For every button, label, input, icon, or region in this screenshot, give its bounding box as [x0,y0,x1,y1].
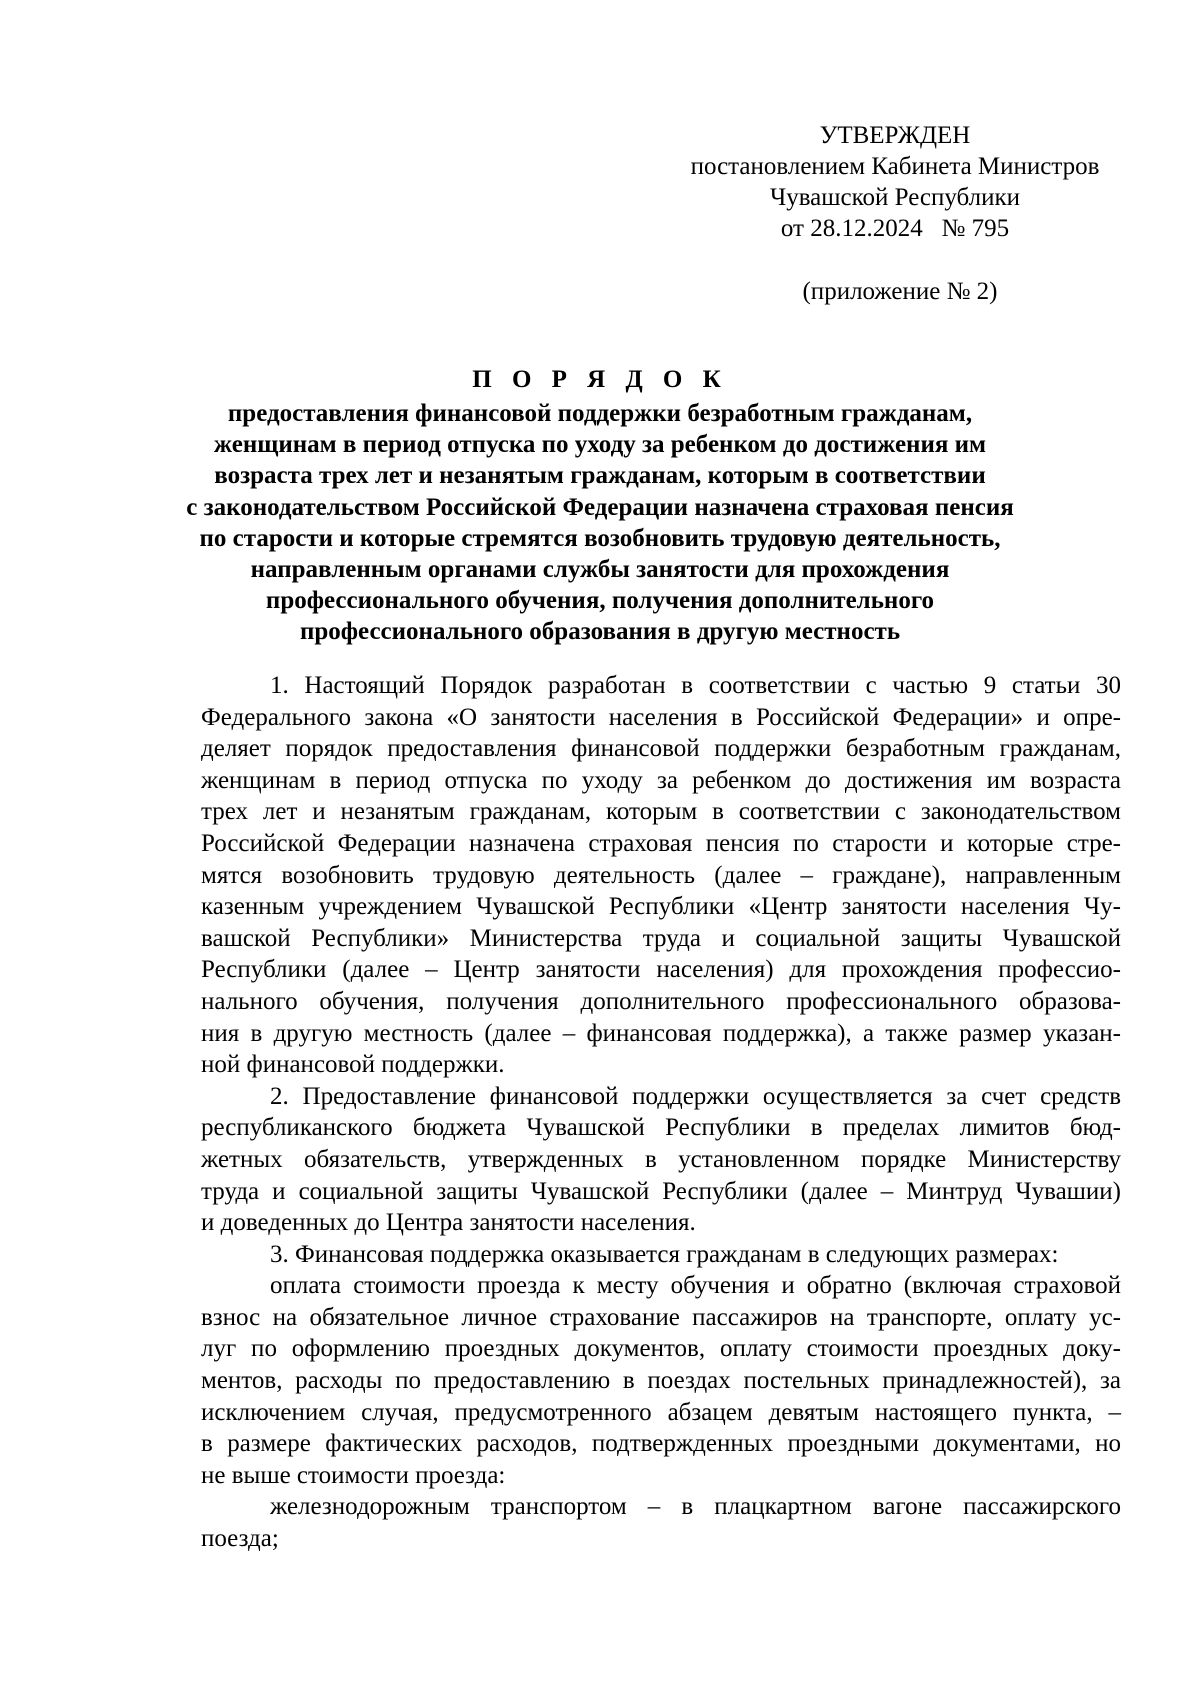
body-line: луг по оформлению проездных документов, оплату стоимости проездных доку- [201,1335,1121,1363]
subtitle-line: женщинам в период отпуска по уходу за ребенком до достижения им [213,431,987,459]
body-line: поезда; [201,1525,279,1553]
body-line: оплата стоимости проезда к месту обучения и обратно (включая страховой [270,1272,1121,1300]
approval-heading: УТВЕРЖДЕН [819,122,971,149]
approval-region: Чувашской Республики [769,184,1021,211]
document-subtitle [150,398,1050,648]
body-line: Республики (далее – Центр занятости населения) для прохождения профессио- [201,956,1121,984]
body-line: ной финансовой поддержки. [201,1051,505,1079]
body-line: и доведенных до Центра занятости населения. [201,1209,696,1237]
body-line: в размере фактических расходов, подтвержденных проездными документами, но [201,1430,1121,1458]
body-line: 1. Настоящий Порядок разработан в соответствии с частью 9 статьи 30 [270,672,1121,699]
body-line: 2. Предоставление финансовой поддержки осуществляется за счет средств [270,1082,1121,1110]
subtitle-line: профессионального образования в другую местность [299,618,901,646]
subtitle-line: направленным органами службы занятости для прохождения [250,556,950,584]
body-line: труда и социальной защиты Чувашской Республики (далее – Минтруд Чувашии) [201,1177,1121,1205]
body-line: Федерального закона «О занятости населения в Российской Федерации» и опре- [201,703,1121,731]
body-line: Российской Федерации назначена страховая пенсия по старости и которые стре- [201,829,1121,857]
body-line: 3. Финансовая поддержка оказывается гражданам в следующих размерах: [270,1240,1059,1268]
body-line: нального обучения, получения дополнительного профессионального образова- [201,987,1121,1015]
document-body [201,670,1121,1555]
body-line: казенным учреждением Чувашской Республики «Центр занятости населения Чу- [201,893,1121,921]
body-line: ментов, расходы по предоставлению в поездах постельных принадлежностей), за [201,1367,1121,1395]
body-line: республиканского бюджета Чувашской Республики в пределах лимитов бюд- [201,1114,1121,1142]
body-line: железнодорожным транспортом – в плацкартном вагоне пассажирского [270,1493,1121,1521]
approval-authority: постановлением Кабинета Министров [690,153,1100,180]
appendix-label: (приложение № 2) [802,278,998,305]
subtitle-line: профессионального обучения, получения дополнительного [265,587,935,615]
body-line: женщинам в период отпуска по уходу за ребенком до достижения им возраста [201,766,1121,794]
body-line: деляет порядок предоставления финансовой поддержки безработным гражданам, [201,735,1121,763]
subtitle-line: предоставления финансовой поддержки безработным гражданам, [227,400,973,427]
body-line: жетных обязательств, утвержденных в установленном порядке Министерству [201,1145,1121,1173]
document-title: П О Р Я Д О К [472,366,728,393]
subtitle-line: возраста трех лет и незанятым гражданам, которым в соответствии [214,462,986,490]
body-line: вашской Республики» Министерства труда и социальной защиты Чувашской [201,924,1121,952]
approval-date-number: от 28.12.2024 № 795 [780,215,1010,242]
body-line: ния в другую местность (далее – финансовая поддержка), а также размер указан- [201,1019,1121,1047]
body-line: трех лет и незанятым гражданам, которым в соответствии с законодательством [201,798,1121,826]
body-line: взнос на обязательное личное страхование пассажиров на транспорте, оплату ус- [201,1303,1121,1331]
body-line: исключением случая, предусмотренного абзацем девятым настоящего пункта, – [201,1398,1121,1426]
body-line: мятся возобновить трудовую деятельность (далее – граждане), направленным [201,861,1121,889]
subtitle-line: с законодательством Российской Федерации назначена страховая пенсия [186,493,1014,521]
approval-block [660,120,1130,244]
subtitle-line: по старости и которые стремятся возобновить трудовую деятельность, [199,524,1001,552]
body-line: не выше стоимости проезда: [201,1461,506,1489]
